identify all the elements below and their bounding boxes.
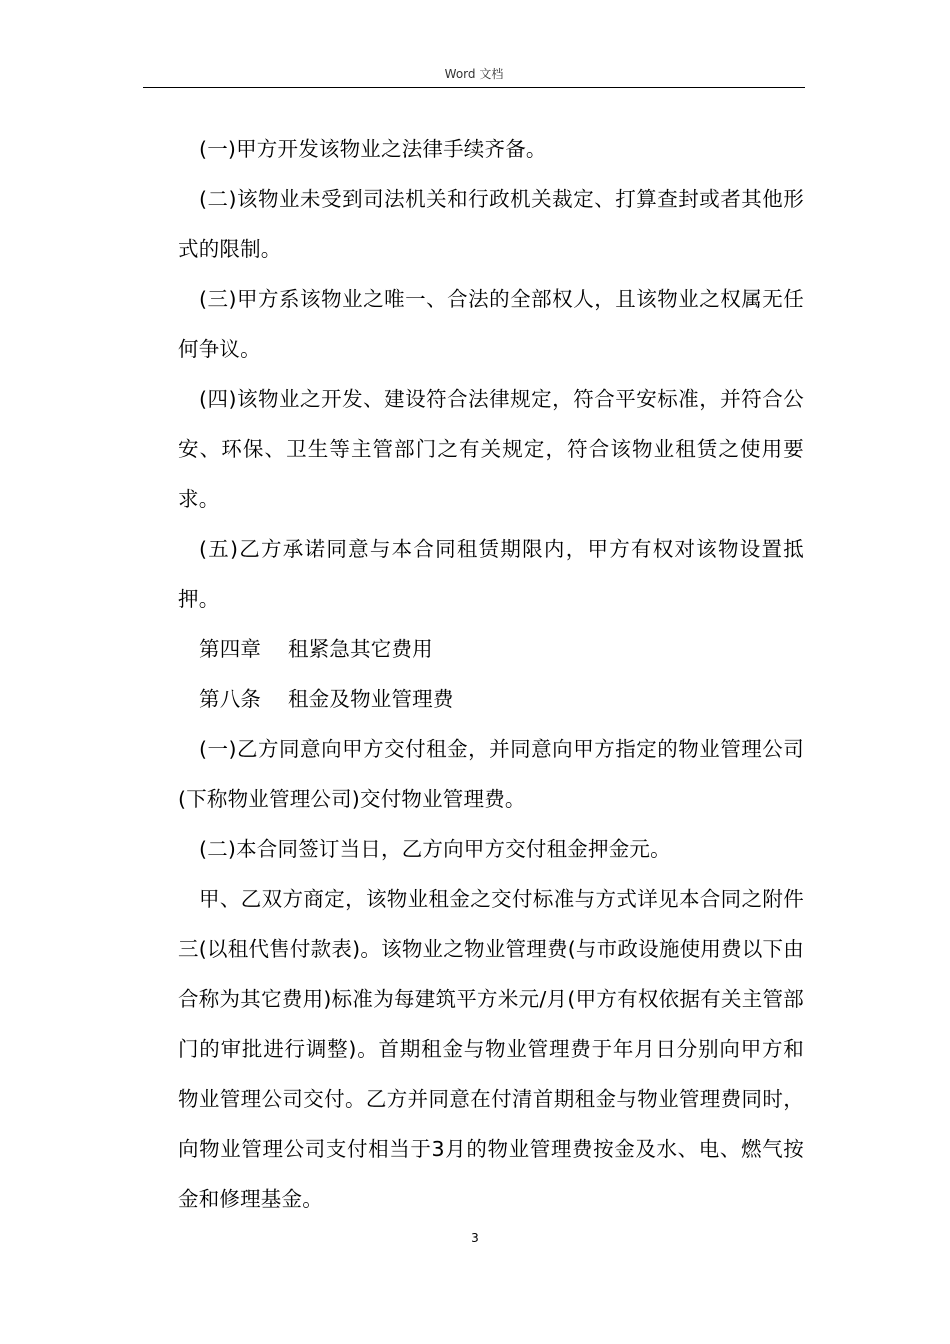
document-body bbox=[178, 124, 804, 1224]
rent-clause-2: (二)本合同签订当日，乙方向甲方交付租金押金元。 bbox=[199, 837, 671, 861]
rent-terms-paragraph: 甲、乙双方商定，该物业租金之交付标准与方式详见本合同之附件三(以租代售付款表)。该物业之物业管理费(与市政设施使用费以下由合称为其它费用)标准为每建筑平方米元/月(甲方有权依据有关主管部门的审批进行调整)。首期租金与物业管理费于年月日分别向甲方和物业管理公司交付。乙方并同意在付清首期租金与物业管理费同时，向物业管理公司支付相当于3月的物业管理费按金及水、电、燃气按金和修理基金。 bbox=[178, 887, 804, 1211]
chapter-heading: 第四章 租紧急其它费用 bbox=[199, 637, 433, 661]
clause-1: (一)甲方开发该物业之法律手续齐备。 bbox=[199, 137, 547, 161]
clause-2: (二)该物业未受到司法机关和行政机关裁定、打算查封或者其他形式的限制。 bbox=[178, 187, 804, 261]
header-divider bbox=[143, 87, 805, 88]
rent-clause-1: (一)乙方同意向甲方交付租金，并同意向甲方指定的物业管理公司(下称物业管理公司)交付物业管理费。 bbox=[178, 737, 804, 811]
clause-3: (三)甲方系该物业之唯一、合法的全部权人，且该物业之权属无任何争议。 bbox=[178, 287, 804, 361]
page-header: Word 文档 bbox=[444, 67, 504, 81]
clause-4: (四)该物业之开发、建设符合法律规定，符合平安标准，并符合公安、环保、卫生等主管部门之有关规定，符合该物业租赁之使用要求。 bbox=[178, 387, 804, 511]
clause-5: (五)乙方承诺同意与本合同租赁期限内，甲方有权对该物设置抵押。 bbox=[178, 537, 804, 611]
article-heading: 第八条 租金及物业管理费 bbox=[199, 687, 454, 711]
page-number: 3 bbox=[471, 1231, 479, 1245]
